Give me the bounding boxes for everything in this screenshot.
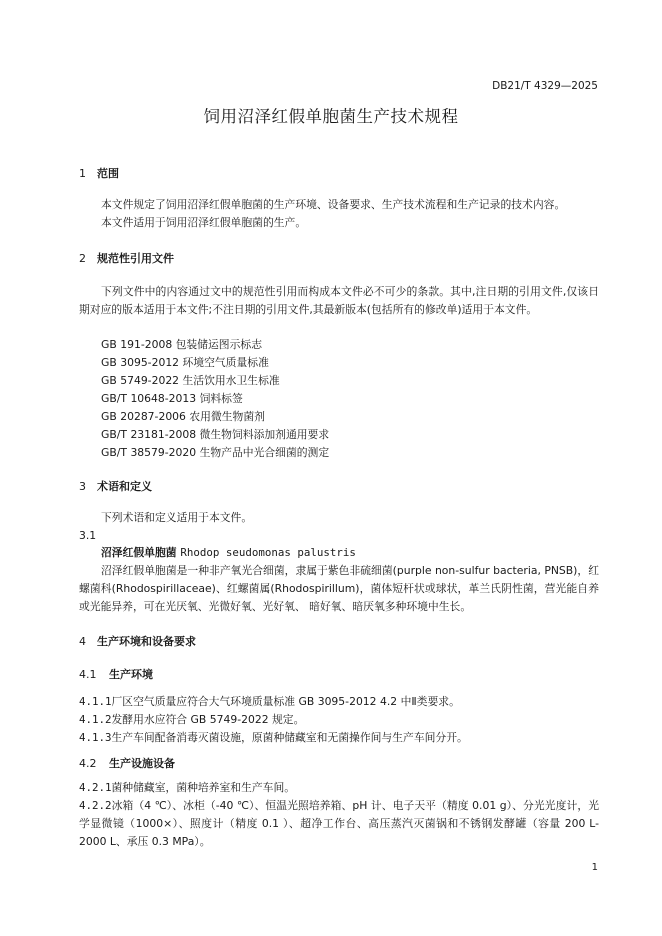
clause-text: 发酵用水应符合 GB 5749-2022 规定。 — [111, 713, 305, 726]
clause-number: 4.2.1 — [79, 781, 112, 794]
clause-number: 4.1.2 — [79, 713, 112, 726]
reference-item: GB 5749-2022 生活饮用水卫生标准 — [101, 374, 280, 387]
subsection-4-1-heading — [79, 666, 153, 682]
clause-text: 厂区空气质量应符合大气环境质量标准 GB 3095-2012 4.2 中Ⅱ类要求。 — [111, 695, 460, 708]
paragraph: 下列术语和定义适用于本文件。 — [101, 511, 253, 524]
section-number: 3 — [79, 480, 86, 493]
reference-item: GB/T 38579-2020 生物产品中光合细菌的测定 — [101, 446, 330, 459]
subsection-number: 4.1 — [79, 668, 97, 681]
subsection-number: 4.2 — [79, 757, 97, 770]
subsection-4-2-heading — [79, 755, 175, 771]
document-title: 饲用沼泽红假单胞菌生产技术规程 — [203, 107, 459, 126]
clause-text: 菌种储藏室，菌种培养室和生产车间。 — [111, 781, 296, 794]
section-title: 生产环境和设备要求 — [97, 635, 196, 648]
document-id: DB21/T 4329—2025 — [492, 80, 598, 92]
section-number: 1 — [79, 167, 86, 180]
term-entry — [101, 545, 356, 560]
section-title: 规范性引用文件 — [97, 252, 174, 265]
clause-item — [79, 780, 295, 795]
reference-item: GB/T 23181-2008 微生物饲料添加剂通用要求 — [101, 428, 330, 441]
clause-text: 生产车间配备消毒灭菌设施，原菌种储藏室和无菌操作间与生产车间分开。 — [111, 731, 468, 744]
clause-number: 4.1.3 — [79, 731, 112, 744]
section-2-heading — [79, 250, 174, 266]
clause-item — [79, 797, 599, 851]
reference-item: GB 20287-2006 农用微生物菌剂 — [101, 410, 265, 423]
paragraph: 下列文件中的内容通过文中的规范性引用而构成本文件必不可少的条款。其中,注日期的引用文件,仅该日期对应的版本适用于本文件;不注日期的引用文件,其最新版本(包括所有的修改单)适用于本文件。 — [79, 285, 599, 316]
reference-item: GB 3095-2012 环境空气质量标准 — [101, 356, 269, 369]
subsection-title: 生产环境 — [109, 668, 153, 681]
section-number: 4 — [79, 635, 86, 648]
clause-item — [79, 694, 460, 709]
clause-number: 3.1 — [79, 529, 97, 542]
paragraph: 本文件规定了饲用沼泽红假单胞菌的生产环境、设备要求、生产技术流程和生产记录的技术内容。 — [101, 198, 566, 211]
clause-number: 4.2.2 — [79, 799, 112, 812]
section-3-heading — [79, 478, 152, 494]
section-1-heading — [79, 165, 119, 181]
page-number: 1 — [591, 862, 598, 873]
section-4-heading — [79, 633, 196, 649]
clause-item — [79, 730, 468, 745]
section-number: 2 — [79, 252, 86, 265]
term-latin: Rhodop seudomonas palustris — [180, 546, 356, 559]
clause-number: 4.1.1 — [79, 695, 112, 708]
term-chinese: 沼泽红假单胞菌 — [101, 546, 177, 559]
paragraph: 本文件适用于饲用沼泽红假单胞菌的生产。 — [101, 216, 307, 229]
section-title: 范围 — [97, 167, 119, 180]
reference-item: GB/T 10648-2013 饲料标签 — [101, 392, 243, 405]
definition-paragraph: 沼泽红假单胞菌是一种非产氧光合细菌，隶属于紫色非硫细菌(purple non-sulfur bacteria, PNSB)，红螺菌科(Rhodospirillaceae)、红螺菌属(Rhodospirillum)，菌体短杆状或球状，革兰氏阴性菌，营光能自养或光能异养，可在光厌氧、光微好氧、光好氧、 暗好氧、暗厌氧多种环境中生长。 — [79, 564, 599, 613]
clause-item — [79, 712, 304, 727]
subsection-title: 生产设施设备 — [109, 757, 175, 770]
section-title: 术语和定义 — [97, 480, 152, 493]
reference-item: GB 191-2008 包装储运图示标志 — [101, 338, 262, 351]
clause-text: 冰箱（4 ℃）、冰柜（-40 ℃）、恒温光照培养箱、pH 计、电子天平（精度 0.01 g）、分光光度计，光学显微镜（1000×）、照度计（精度 0.1 ）、超净工作台、高压蒸汽灭菌锅和不锈钢发酵罐（容量 200 L-2000 L、承压 0.3 MPa）。 — [79, 799, 599, 848]
